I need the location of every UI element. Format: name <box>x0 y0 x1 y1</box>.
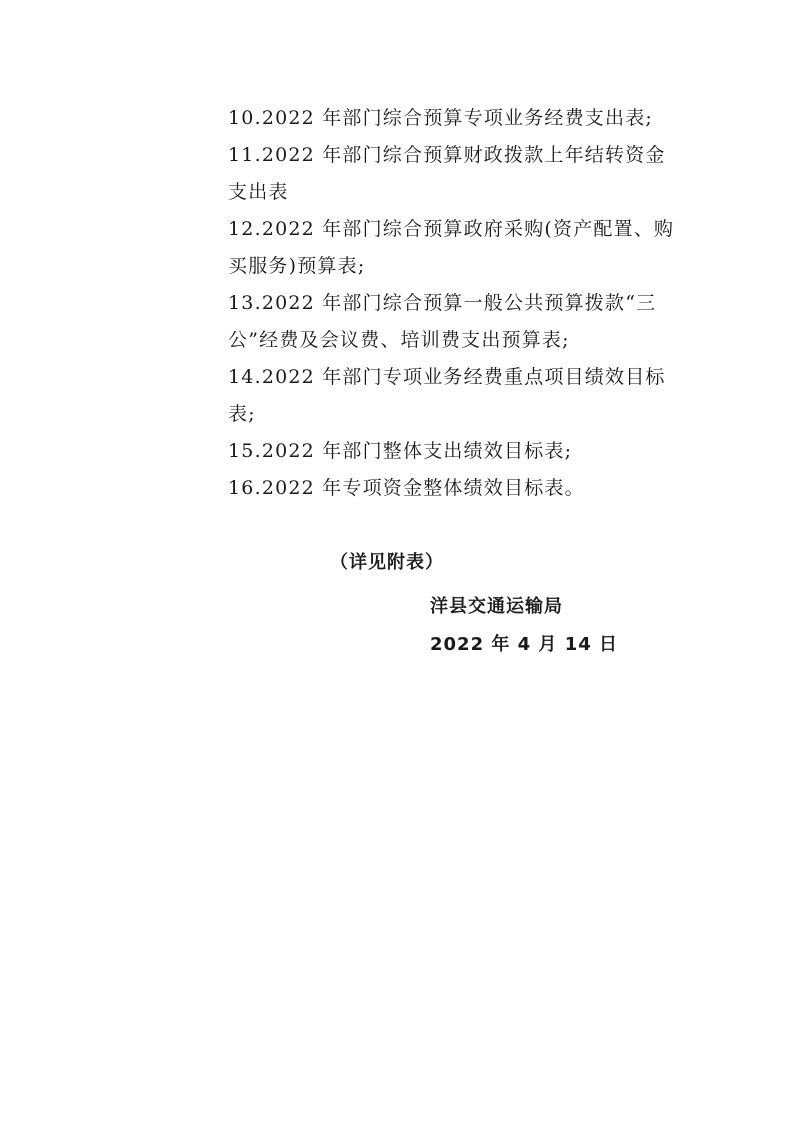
organization-name: 洋县交通运输局 <box>430 596 563 617</box>
list-item: 12.2022 年部门综合预算政府采购(资产配置、购买服务)预算表; <box>228 218 675 277</box>
document-date: 2022 年 4 月 14 日 <box>430 634 619 655</box>
list-item: 13.2022 年部门综合预算一般公共预算拨款“三公”经费及会议费、培训费支出预算表; <box>228 292 657 351</box>
list-item: 15.2022 年部门整体支出绩效目标表; <box>228 440 573 462</box>
list-item: 16.2022 年专项资金整体绩效目标表。 <box>228 477 585 499</box>
list-item: 14.2022 年部门专项业务经费重点项目绩效目标表; <box>228 366 666 425</box>
attachment-note: （详见附表） <box>330 552 444 573</box>
list-item: 10.2022 年部门综合预算专项业务经费支出表; <box>228 107 654 129</box>
list-item: 11.2022 年部门综合预算财政拨款上年结转资金支出表 <box>228 144 666 203</box>
attachment-list <box>228 100 678 507</box>
